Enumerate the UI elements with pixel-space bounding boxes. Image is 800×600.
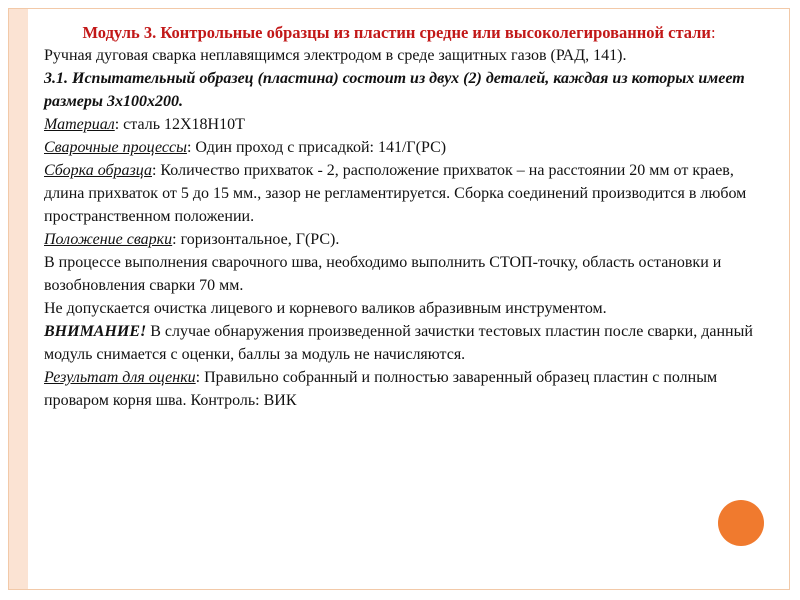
warning-label: ВНИМАНИЕ!	[44, 323, 147, 340]
stop-point-paragraph: В процессе выполнения сварочного шва, необходимо выполнить СТОП-точку, область остановки и возобновления сварки 70 мм.	[44, 254, 722, 294]
intro-paragraph: Ручная дуговая сварка неплавящимся электродом в среде защитных газов (РАД, 141).	[44, 47, 627, 64]
no-cleaning-paragraph: Не допускается очистка лицевого и корневого валиков абразивным инструментом.	[44, 300, 607, 317]
warning-text: В случае обнаружения произведенной зачистки тестовых пластин после сварки, данный модуль снимается с оценки, баллы за модуль не начисляются.	[44, 323, 753, 363]
position-paragraph	[44, 228, 754, 251]
assembly-text: : Количество прихваток - 2, расположение прихваток – на расстоянии 20 мм от краев, длина прихваток от 5 до 15 мм., зазор не регламентируется. Сборка соединений производится в любом пространственном положении.	[44, 162, 747, 225]
position-text: : горизонтальное, Г(РС).	[172, 231, 340, 248]
warning-paragraph	[44, 320, 754, 366]
result-paragraph	[44, 366, 754, 412]
material-text: : сталь 12Х18Н10Т	[114, 116, 245, 133]
title-colon: :	[710, 23, 716, 42]
assembly-label: Сборка образца	[44, 162, 152, 179]
accent-circle	[718, 500, 764, 546]
title-main: Модуль 3. Контрольные образцы из пластин средне или высоколегированной стали	[82, 23, 711, 42]
material-paragraph	[44, 113, 754, 136]
position-label: Положение сварки	[44, 231, 173, 248]
processes-text: : Один проход с присадкой: 141/Г(РС)	[186, 139, 447, 156]
material-label: Материал	[44, 116, 115, 133]
slide-title	[44, 21, 754, 44]
result-text: : Правильно собранный и полностью заваренный образец пластин с полным проваром корня шва. Контроль: ВИК	[44, 369, 718, 409]
item-3-1: 3.1. Испытательный образец (пластина) состоит из двух (2) деталей, каждая из которых имеет размеры 3х100х200.	[44, 70, 745, 110]
processes-paragraph	[44, 136, 754, 159]
result-label: Результат для оценки	[44, 369, 196, 386]
slide-content	[44, 21, 754, 412]
assembly-paragraph	[44, 159, 754, 228]
processes-label: Сварочные процессы	[44, 139, 187, 156]
